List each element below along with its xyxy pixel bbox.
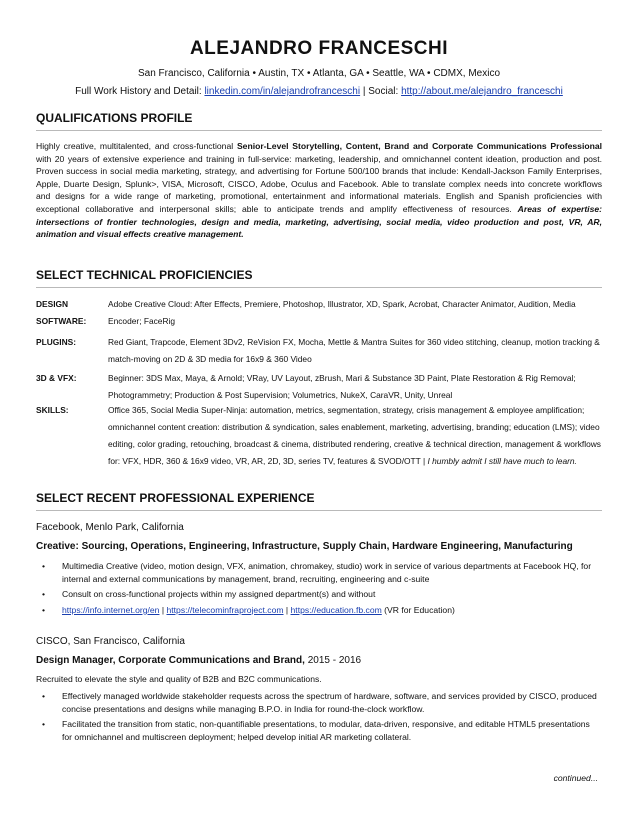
- employer-cisco: CISCO, San Francisco, California: [36, 636, 185, 647]
- location-cdmx: CDMX, Mexico: [433, 68, 501, 79]
- vr-education-note: (VR for Education): [381, 604, 455, 615]
- qualifications-text-intro: Highly creative, multitalented, and cross-functional: [36, 141, 237, 151]
- tech-category: DESIGN SOFTWARE:: [36, 299, 87, 326]
- employer-facebook: Facebook, Menlo Park, California: [36, 522, 184, 533]
- work-history-label: Full Work History and Detail:: [75, 86, 202, 97]
- role-facebook: Creative: Sourcing, Operations, Engineering, Infrastructure, Supply Chain, Hardware Engineering, Manufacturing: [36, 541, 573, 552]
- list-item: [42, 718, 602, 743]
- bullet-text: Facilitated the transition from static, non-quantifiable presentations, to modular, data-driven, responsive, and editable HTML5 presentations for omnichannel and multiscreen deployment; helped develop initial AR marketing collateral.: [62, 719, 590, 742]
- bullet-dot: •: [42, 691, 46, 701]
- bullet-separator: •: [427, 68, 431, 79]
- tech-description: Adobe Creative Cloud: After Effects, Premiere, Photoshop, Illustrator, XD, Spark, Acrobat, Character Animator, Audition, Media Encoder; FaceRig: [108, 299, 576, 326]
- bullet-separator: •: [252, 68, 256, 79]
- internet-org-link[interactable]: https://info.internet.org/en: [62, 604, 160, 615]
- qualifications-paragraph: [36, 140, 602, 241]
- tech-category: PLUGINS:: [36, 337, 77, 347]
- bullet-text: Effectively managed worldwide stakeholder requests across the spectrum of hardware, software, and services provided by CISCO, produced concise presentations and designs while managing B.P.O. in India for round-the-clock workflow.: [62, 691, 597, 714]
- bullet-dot: •: [42, 719, 46, 729]
- facebook-bullets: [42, 560, 602, 619]
- tech-category: SKILLS:: [36, 405, 69, 415]
- bullet-separator: •: [306, 68, 311, 79]
- bullet-dot: •: [42, 604, 46, 615]
- list-item: [42, 604, 602, 617]
- tech-description: Red Giant, Trapcode, Element 3Dv2, ReVision FX, Mocha, Mettle & Mantra Suites for 360 video stitching, cleanup, motion tracking & match-moving on 2D & 3D media for 16x9 & 360 Video: [108, 337, 600, 364]
- continued-note: continued...: [553, 773, 598, 783]
- social-link[interactable]: http://about.me/alejandro_franceschi: [401, 86, 563, 97]
- skills-italic-note: I humbly admit I still have much to learn.: [427, 456, 577, 466]
- telecom-infra-link[interactable]: https://telecominfraproject.com: [166, 604, 284, 615]
- role-title: Design Manager, Corporate Communications and Brand,: [36, 655, 305, 666]
- skills-text: Office 365, Social Media Super-Ninja: automation, metrics, segmentation, strategy, crisis management & employee amplification; omnichannel content creation: distribution & syndication, sales enablement, marketing, advertising, branding; education (LMS); video editing, color grading, retouching, broadcast & cinema, distributed rendering, creative & technical direction, management & workflows for: VFX, HDR, 360 & 16x9 video, VR, AR, 2D, 3D, series TV, features & SVOD/OTT |: [108, 405, 601, 466]
- social-label: Social:: [368, 86, 399, 97]
- list-item: [42, 588, 602, 601]
- qualifications-text-body: with 20 years of extensive experience and training in full-service: marketing, leadership, and omnichannel content ideation, production and post. Proven success in social media marketing, strategy, and advertising for Fortune 500/100 brands that include: Kendall-Jackson Family Enterprises, Apple, Duarte Design, Splunk>, VISA, Microsoft, CISCO, Adobe, Oculus and Facebook. Able to translate complex needs into concrete workflows and designs for a wide range of marketing, promotional, entertainment and informational materials. English and Spanish proficiencies with exceptional collaborative and interpersonal skills; able to anticipate trends and amplify effectiveness of resources.: [36, 153, 602, 214]
- link-separator: |: [283, 604, 291, 615]
- bullet-dot: •: [42, 589, 46, 599]
- role-dates: 2015 - 2016: [304, 655, 362, 666]
- tech-description: [108, 402, 602, 470]
- location-sf: San Francisco, California: [137, 68, 250, 79]
- link-separator: |: [159, 604, 167, 615]
- qualifications-heading: QUALIFICATIONS PROFILE: [36, 111, 602, 131]
- bullet-text: Consult on cross-functional projects within my assigned department(s) and without: [62, 589, 376, 599]
- candidate-name: ALEJANDRO FRANCESCHI: [189, 38, 449, 59]
- cisco-bullets: [42, 690, 602, 746]
- areas-of-expertise: Areas of expertise: intersections of frontier technologies, design and media, marketing, advertising, social media, video production and post, VR, AR, animation and visual effects creative management.: [36, 203, 602, 240]
- role-cisco: [36, 655, 602, 666]
- list-item: [42, 690, 602, 715]
- technical-heading: SELECT TECHNICAL PROFICIENCIES: [36, 268, 602, 288]
- list-item: [42, 560, 602, 585]
- contact-locations: [0, 68, 638, 79]
- tech-category: 3D & VFX:: [36, 373, 77, 383]
- location-atlanta: Atlanta, GA: [312, 68, 364, 79]
- bullet-dot: •: [42, 561, 46, 571]
- cisco-summary: Recruited to elevate the style and quality of B2B and B2C communications.: [36, 674, 322, 684]
- contact-links: [0, 86, 638, 97]
- linkedin-link[interactable]: linkedin.com/in/alejandrofranceschi: [204, 86, 361, 97]
- location-seattle: Seattle, WA: [372, 68, 425, 79]
- tech-description: Beginner: 3DS Max, Maya, & Arnold; VRay, UV Layout, zBrush, Mari & Substance 3D Paint, Plate Restoration & Rig Removal; Photogrammetry; Production & Post Supervision; Volumetrics, NukeX, CaraVR, Unity, Unreal: [108, 373, 576, 400]
- location-austin: Austin, TX: [258, 68, 305, 79]
- bullet-separator: •: [366, 68, 370, 79]
- qualifications-title-bold: Senior-Level Storytelling, Content, Brand and Corporate Communications Professional: [236, 141, 602, 151]
- education-fb-link[interactable]: https://education.fb.com: [290, 604, 382, 615]
- experience-heading: SELECT RECENT PROFESSIONAL EXPERIENCE: [36, 491, 602, 511]
- bullet-text: Multimedia Creative (video, motion design, VFX, animation, chromakey, studio) work in service of various departments at Facebook HQ, for internal and external communications by management, brand, recruiting, engineering and c-suite: [62, 561, 592, 584]
- link-separator: |: [362, 86, 366, 97]
